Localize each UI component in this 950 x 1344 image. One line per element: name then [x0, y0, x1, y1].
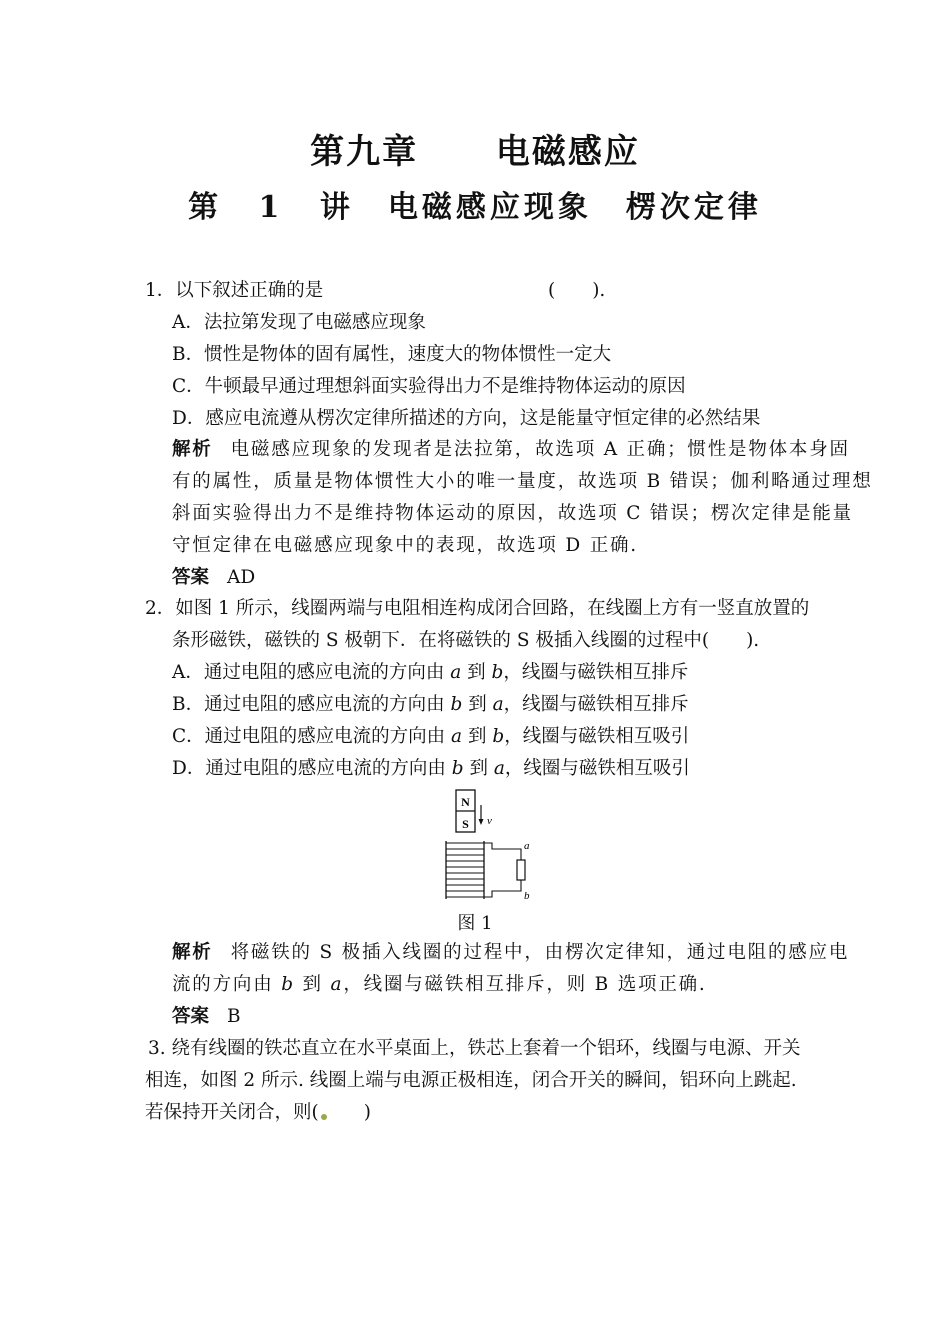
- q2-option-c: [172, 724, 689, 750]
- q2-option-d-mid: 到: [463, 758, 494, 779]
- q2-analysis-text-2a: 流的方向由: [172, 974, 282, 995]
- q1-analysis-text-1: 电磁感应现象的发现者是法拉第，故选项 A 正确；惯性是物体本身固: [230, 439, 850, 460]
- q3-stem-line-3-b: ): [326, 1102, 371, 1123]
- q2-option-b-to: a: [492, 694, 504, 715]
- q1-stem: [145, 278, 323, 304]
- q1-analysis-line-1: [172, 437, 850, 463]
- q3-stem-line-1: 3. 绕有线圈的铁芯直立在水平桌面上，铁芯上套着一个铝环，线圈与电源、开关: [148, 1038, 801, 1059]
- q1-answer: [172, 565, 255, 591]
- q2-option-c-mid: 到: [462, 726, 493, 747]
- q2-analysis-text-1: 将磁铁的 S 极插入线圈的过程中，由楞次定律知，通过电阻的感应电: [230, 942, 850, 963]
- q2-option-d-from: b: [451, 758, 464, 779]
- q2-option-c-to: b: [492, 726, 505, 747]
- q2-analysis-text-2b: 到: [294, 974, 331, 995]
- q1-stem-text: 1．以下叙述正确的是: [145, 280, 324, 301]
- q1-option-a: A．法拉第发现了电磁感应现象: [172, 312, 426, 333]
- resistor: [517, 860, 525, 880]
- chapter-title: 第九章 电磁感应: [310, 132, 640, 172]
- q2-option-b-prefix: B．通过电阻的感应电流的方向由: [172, 694, 451, 715]
- q2-option-d: [172, 756, 690, 782]
- q2-option-c-prefix: C．通过电阻的感应电流的方向由: [172, 726, 452, 747]
- circuit-wires: [484, 843, 521, 897]
- q1-analysis-label: 解析: [172, 439, 213, 460]
- magnet-north-label: N: [461, 795, 470, 809]
- q2-analysis-line-1: [172, 940, 849, 966]
- q2-option-c-suffix: ，线圈与磁铁相互吸引: [504, 726, 690, 747]
- q1-analysis-line-3: 斜面实验得出力不是维持物体运动的原因，故选项 C 错误；楞次定律是能量: [172, 503, 853, 524]
- velocity-arrow: [479, 805, 493, 827]
- q2-stem-line-2: 条形磁铁，磁铁的 S 极朝下．在将磁铁的 S 极插入线圈的过程中( ).: [172, 630, 760, 651]
- q1-answer-value: AD: [227, 567, 256, 588]
- q3-stem-line-3: [145, 1100, 371, 1126]
- q2-answer: [172, 1004, 241, 1030]
- magnet-south-label: S: [462, 817, 469, 831]
- q2-analysis-var-a: a: [330, 974, 344, 995]
- q1-answer-blank: ( ).: [548, 280, 606, 301]
- q3-stem-line-3-a: 若保持开关闭合，则(: [145, 1102, 319, 1123]
- q3-stem-line-2: 相连，如图 2 所示. 线圈上端与电源正极相连，闭合开关的瞬间，铝环向上跳起.: [145, 1070, 797, 1091]
- q2-option-d-suffix: ，线圈与磁铁相互吸引: [504, 758, 690, 779]
- q2-option-a-from: a: [450, 662, 462, 683]
- figure-1-caption: 图 1: [457, 913, 493, 934]
- q1-option-c: C．牛顿最早通过理想斜面实验得出力不是维持物体运动的原因: [172, 376, 686, 397]
- terminal-a-label: a: [524, 840, 530, 852]
- q2-option-b-suffix: ，线圈与磁铁相互排斥: [503, 694, 689, 715]
- q2-answer-label: 答案: [172, 1006, 210, 1027]
- lesson-title: 第 1 讲 电磁感应现象 楞次定律: [188, 190, 762, 225]
- q2-stem-line-1: 2．如图 1 所示，线圈两端与电阻相连构成闭合回路，在线圈上方有一竖直放置的: [145, 598, 810, 619]
- q2-option-a-prefix: A．通过电阻的感应电流的方向由: [172, 662, 451, 683]
- q2-option-b: [172, 692, 689, 718]
- q2-option-a-suffix: ，线圈与磁铁相互排斥: [503, 662, 689, 683]
- q2-option-b-from: b: [450, 694, 463, 715]
- q2-option-a: [172, 660, 688, 686]
- coil: [446, 841, 484, 899]
- figure-1-diagram: [432, 787, 552, 907]
- q2-analysis-line-2: [172, 972, 707, 998]
- q2-option-a-mid: 到: [461, 662, 492, 683]
- q2-analysis-var-b: b: [281, 974, 295, 995]
- q1-answer-label: 答案: [172, 567, 210, 588]
- q2-analysis-text-2c: ，线圈与磁铁相互排斥，则 B 选项正确.: [343, 974, 707, 995]
- q2-option-d-prefix: D．通过电阻的感应电流的方向由: [172, 758, 452, 779]
- q1-option-b: B．惯性是物体的固有属性，速度大的物体惯性一定大: [172, 344, 612, 365]
- q1-option-d: D．感应电流遵从楞次定律所描述的方向，这是能量守恒定律的必然结果: [172, 408, 761, 429]
- q2-option-a-to: b: [491, 662, 504, 683]
- q1-analysis-line-4: 守恒定律在电磁感应现象中的表现，故选项 D 正确.: [172, 535, 638, 556]
- terminal-b-label: b: [524, 890, 530, 902]
- q2-option-b-mid: 到: [462, 694, 493, 715]
- velocity-label: v: [487, 815, 492, 827]
- q2-answer-value: B: [227, 1006, 241, 1027]
- q1-analysis-line-2: 有的属性，质量是物体惯性大小的唯一量度，故选项 B 错误；伽利略通过理想: [172, 471, 873, 492]
- q2-option-c-from: a: [451, 726, 463, 747]
- q2-option-d-to: a: [493, 758, 505, 779]
- q2-analysis-label: 解析: [172, 942, 213, 963]
- bar-magnet: [456, 790, 475, 832]
